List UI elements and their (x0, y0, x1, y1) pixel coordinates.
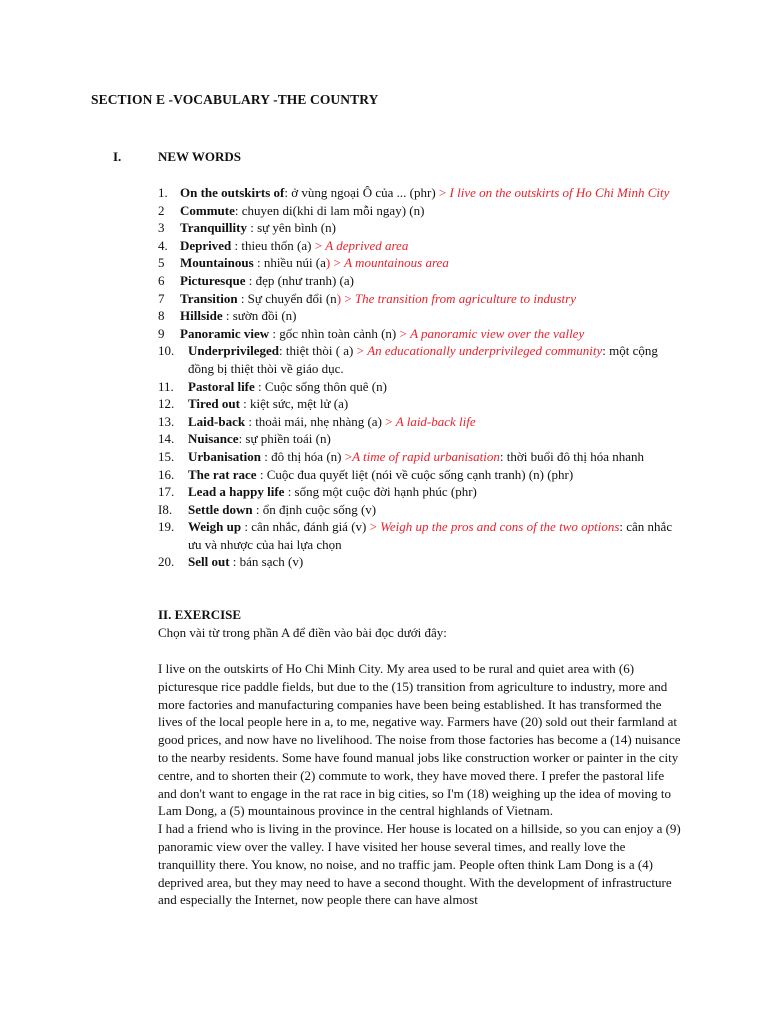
vocab-definition: : cân nhắc, đánh giá (v) (241, 519, 370, 535)
vocab-item (158, 483, 678, 501)
vocab-term: Picturesque (180, 272, 246, 288)
vocab-term: Deprived (180, 237, 232, 253)
vocab-number: 17. (158, 484, 175, 500)
vocab-arrow: > (435, 185, 450, 200)
vocab-item (158, 553, 678, 571)
vocab-arrow: > (385, 413, 396, 429)
section-2-title: II. EXERCISE (158, 607, 242, 622)
vocab-example: The transition from agriculture to industry (354, 290, 576, 306)
vocab-number: 15. (158, 448, 175, 464)
vocabulary-list (158, 184, 678, 571)
vocab-number: 7 (158, 290, 165, 306)
vocab-definition: : đẹp (như tranh) (a) (245, 272, 354, 288)
vocab-definition: : Cuộc sống thôn quê (n) (254, 378, 387, 394)
vocab-number: I8. (158, 501, 173, 517)
vocab-term: Mountainous (180, 255, 254, 271)
vocab-arrow: > (399, 325, 411, 341)
vocab-example: An educationally underprivileged community (367, 343, 603, 359)
vocab-definition: : nhiều núi (a (253, 255, 326, 271)
vocab-number: 3 (158, 220, 165, 236)
vocab-term: Tranquillity (180, 220, 247, 236)
vocab-number: 19. (158, 519, 175, 535)
vocab-number: 8 (158, 308, 165, 324)
vocab-term: Laid-back (188, 413, 246, 429)
vocab-number: 6 (158, 272, 165, 288)
vocab-definition: : đô thị hóa (n) (260, 448, 345, 464)
vocab-number: 14. (158, 431, 175, 447)
vocab-term: Urbanisation (188, 448, 261, 464)
vocab-item (158, 395, 678, 413)
vocab-example: A deprived area (325, 237, 409, 253)
vocab-item (158, 202, 678, 220)
vocab-number: 10. (158, 343, 175, 359)
document-title: SECTION E -VOCABULARY -THE COUNTRY (91, 92, 379, 107)
vocab-definition: : kiệt sức, mệt lử (a) (239, 396, 349, 412)
vocab-arrow: > (314, 237, 326, 253)
vocab-number: 13. (158, 413, 175, 429)
vocab-definition: : sườn đồi (n) (222, 308, 297, 324)
vocab-term: Nuisance (188, 431, 239, 447)
vocab-term: Lead a happy life (188, 484, 285, 500)
vocab-item (158, 448, 678, 466)
vocab-item (158, 413, 678, 431)
vocab-example: A time of rapid urbanisation (352, 448, 500, 464)
passage-paragraph: I had a friend who is living in the province. Her house is located on a hillside, so you can enjoy a (9) panoramic view over the valley. I have visited her house several times, and really love the tranquillity there. You know, no noise, and no traffic jam. People often think Lam Dong is a (4) deprived area, but they may need to have a second thought. With the development of infrastructure and especially the Internet, now people there can have almost (158, 821, 681, 908)
vocab-translation: : thời buổi đô thị hóa nhanh (499, 448, 644, 464)
vocab-number: 12. (158, 396, 175, 412)
vocab-item (158, 518, 678, 553)
vocab-definition: : ở vùng ngoại Ô của ... (phr) (284, 185, 436, 200)
vocab-term: Weigh up (188, 519, 242, 535)
vocab-term: The rat race (188, 466, 257, 482)
vocab-number: 20. (158, 554, 175, 570)
reading-passage (158, 660, 681, 909)
vocab-example: A laid-back life (395, 413, 476, 429)
vocab-item (158, 290, 678, 308)
vocab-item (158, 501, 678, 519)
vocab-example: I live on the outskirts of Ho Chi Minh City (449, 185, 670, 200)
passage-paragraph: I live on the outskirts of Ho Chi Minh City. My area used to be rural and quiet area with (6) picturesque rice paddle fields, but due to the (15) transition from agriculture to industry, more and more factories and manufacturing companies have been being established. It has transformed the lives of the local people here in a, to me, negative way. Farmers have (20) sold out their farmland at good prices, and now have no livelihood. The noise from those factories has become a (14) nuisance to the nearby residents. Some have found manual jobs like construction worker or painter in the city centre, and to shorten their (2) commute to work, they have moved there. I prefer the pastoral life and don't want to engage in the rat race in big cities, so I'm (18) weighing up the idea of moving to Lam Dong, a (5) mountainous province in the central highlands of Vietnam. (158, 661, 681, 819)
vocab-arrow: ) > (325, 255, 345, 271)
vocab-example: A panoramic view over the valley (410, 325, 585, 341)
vocab-definition: : thoải mái, nhẹ nhàng (a) (245, 413, 386, 429)
vocab-item (158, 272, 678, 290)
vocab-item (158, 237, 678, 255)
vocab-term: Panoramic view (180, 325, 270, 341)
section-1-title: NEW WORDS (158, 149, 241, 164)
vocab-definition: : gốc nhìn toàn cảnh (n) (269, 325, 400, 341)
vocab-translation: : một cộng đồng bị thiệt thòi về giáo dục. (188, 343, 658, 376)
vocab-term: Sell out (188, 554, 230, 570)
vocab-definition: : sự yên bình (n) (246, 220, 336, 236)
vocab-item (158, 466, 678, 484)
exercise-instruction: Chọn vài từ trong phần A để điền vào bài đọc dưới đây: (158, 625, 447, 640)
vocab-definition: : bán sạch (v) (229, 554, 304, 570)
vocab-term: Hillside (180, 308, 223, 324)
vocab-definition: : thiệt thòi ( a) (279, 343, 357, 359)
vocab-item (158, 184, 678, 202)
vocab-definition: : thieu thốn (a) (231, 237, 315, 253)
vocab-number: 9 (158, 325, 165, 341)
vocab-example: Weigh up the pros and cons of the two options (380, 519, 620, 535)
vocab-item (158, 342, 678, 377)
vocab-item (158, 254, 678, 272)
vocab-definition: : ổn định cuộc sống (v) (252, 501, 377, 517)
vocab-number: 11. (158, 378, 174, 394)
vocab-number: 2 (158, 202, 165, 218)
vocab-definition: : Cuộc đua quyết liệt (nói về cuộc sống cạnh tranh) (n) (phr) (256, 466, 574, 482)
vocab-term: Tired out (188, 396, 240, 412)
section-1-number: I. (113, 149, 122, 164)
vocab-number: 1. (158, 185, 168, 200)
vocab-term: Transition (180, 290, 238, 306)
vocab-example: A mountainous area (344, 255, 449, 271)
vocab-definition: : sống một cuộc đời hạnh phúc (phr) (284, 484, 477, 500)
vocab-definition: : chuyen di(khi di lam mỗi ngay) (n) (234, 202, 425, 218)
vocab-definition: : Sự chuyển đổi (n (237, 290, 337, 306)
vocab-arrow: > (369, 519, 381, 535)
vocab-term: Settle down (188, 501, 253, 517)
vocab-arrow: ) > (336, 290, 355, 306)
vocab-item (158, 325, 678, 343)
vocab-arrow: > (356, 343, 368, 359)
vocab-number: 5 (158, 255, 165, 271)
vocab-arrow: > (344, 448, 353, 464)
vocab-item (158, 430, 678, 448)
vocab-term: Commute (180, 202, 235, 218)
vocab-number: 16. (158, 466, 175, 482)
vocab-term: Pastoral life (188, 378, 255, 394)
vocab-translation: : cân nhắc ưu và nhược của hai lựa chọn (188, 519, 673, 552)
vocab-item (158, 219, 678, 237)
vocab-item (158, 378, 678, 396)
vocab-term: Underprivileged (188, 343, 279, 359)
vocab-item (158, 307, 678, 325)
vocab-definition: : sự phiền toái (n) (238, 431, 331, 447)
vocab-term: On the outskirts of (180, 185, 285, 200)
vocab-number: 4. (158, 237, 168, 253)
